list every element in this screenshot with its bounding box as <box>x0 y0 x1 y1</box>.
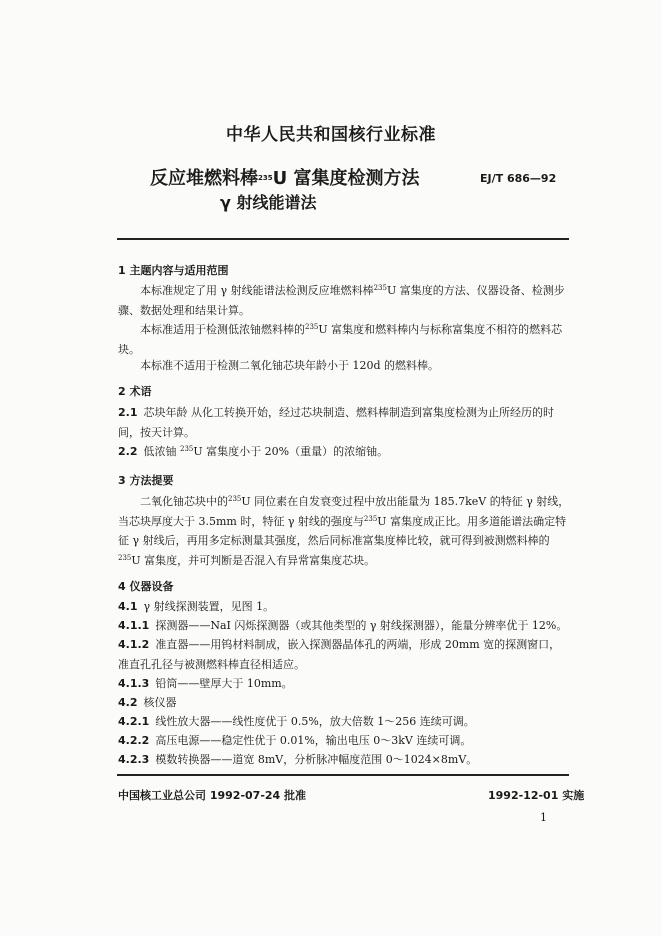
header-divider <box>117 238 569 240</box>
section-4-item-4-1-3: 4.1.3 铅筒——壁厚大于 10mm。 <box>118 677 293 690</box>
section-1-para-2: 本标准适用于检测低浓铀燃料棒的$^{235}$U 富集度和燃料棒内与标称富集度不相符的燃料芯块。 <box>118 323 563 356</box>
section-4-heading: 4 仪器设备 <box>118 580 174 593</box>
section-4-item-4-1-1: 4.1.1 探测器——NaI 闪烁探测器（或其他类型的 γ 射线探测器），能量分辨率优于 12%。 <box>118 619 568 632</box>
section-4-item-4-1-2: 4.1.2 准直器——用钨材料制成，嵌入探测器晶体孔的两端，形成 20mm 宽的探测窗口，准直孔孔径与被测燃料棒直径相适应。 <box>118 638 561 671</box>
section-1-para-1: 本标准规定了用 γ 射线能谱法检测反应堆燃料棒$^{235}$U 富集度的方法、仪器设备、检测步骤、数据处理和结果计算。 <box>118 284 565 317</box>
section-3-para: 二氧化铀芯块中的$^{235}$U 同位素在自发衰变过程中放出能量为 185.7keV 的特征 γ 射线，当芯块厚度大于 3.5mm 时，特征 γ 射线的强度与$^{235}$U 富集度成正比。用多道能谱法确定特征 γ 射线后，再用多定标测量其强度，然后同标准富集度棒比较，就可得到被测燃料棒的$^{235}$U 富集度，并可判断是否混入有异常富集度芯块。 <box>118 495 570 567</box>
standard-code: EJ/T 686—92 <box>480 172 557 185</box>
section-4-item-4-2-3: 4.2.3 模数转换器——道宽 8mV，分析脉冲幅度范围 0～1024×8mV。 <box>118 753 478 766</box>
section-4-item-4-2: 4.2 核仪器 <box>118 696 177 709</box>
section-2-heading: 2 术语 <box>118 385 152 398</box>
section-2-item-2: 2.2 低浓铀 $^{235}$U 富集度小于 20%（重量）的浓缩铀。 <box>118 445 389 458</box>
section-1-para-3: 本标准不适用于检测二氧化铀芯块年龄小于 120d 的燃料棒。 <box>140 359 440 372</box>
footer-divider <box>117 774 569 776</box>
section-4-item-4-2-2: 4.2.2 高压电源——稳定性优于 0.01%，输出电压 0～3kV 连续可调。 <box>118 734 472 747</box>
effective-date: 1992-12-01 实施 <box>488 789 585 802</box>
standard-title-line2: γ 射线能谱法 <box>220 193 317 212</box>
section-4-item-4-2-1: 4.2.1 线性放大器——线性度优于 0.5%，放大倍数 1～256 连续可调。 <box>118 715 475 728</box>
standard-title-line1: 反应堆燃料棒$^{235}$U 富集度检测方法 <box>150 168 420 189</box>
section-2-item-1: 2.1 芯块年龄 从化工转换开始，经过芯块制造、燃料棒制造到富集度检测为止所经历的时间，按天计算。 <box>118 406 554 439</box>
section-3-heading: 3 方法提要 <box>118 474 174 487</box>
page-number: 1 <box>540 811 547 824</box>
issuing-organization: 中华人民共和国核行业标准 <box>226 125 436 145</box>
approval-date: 中国核工业总公司 1992-07-24 批准 <box>118 789 307 802</box>
section-4-item-4-1: 4.1 γ 射线探测装置，见图 1。 <box>118 600 275 613</box>
section-1-heading: 1 主题内容与适用范围 <box>118 264 229 277</box>
